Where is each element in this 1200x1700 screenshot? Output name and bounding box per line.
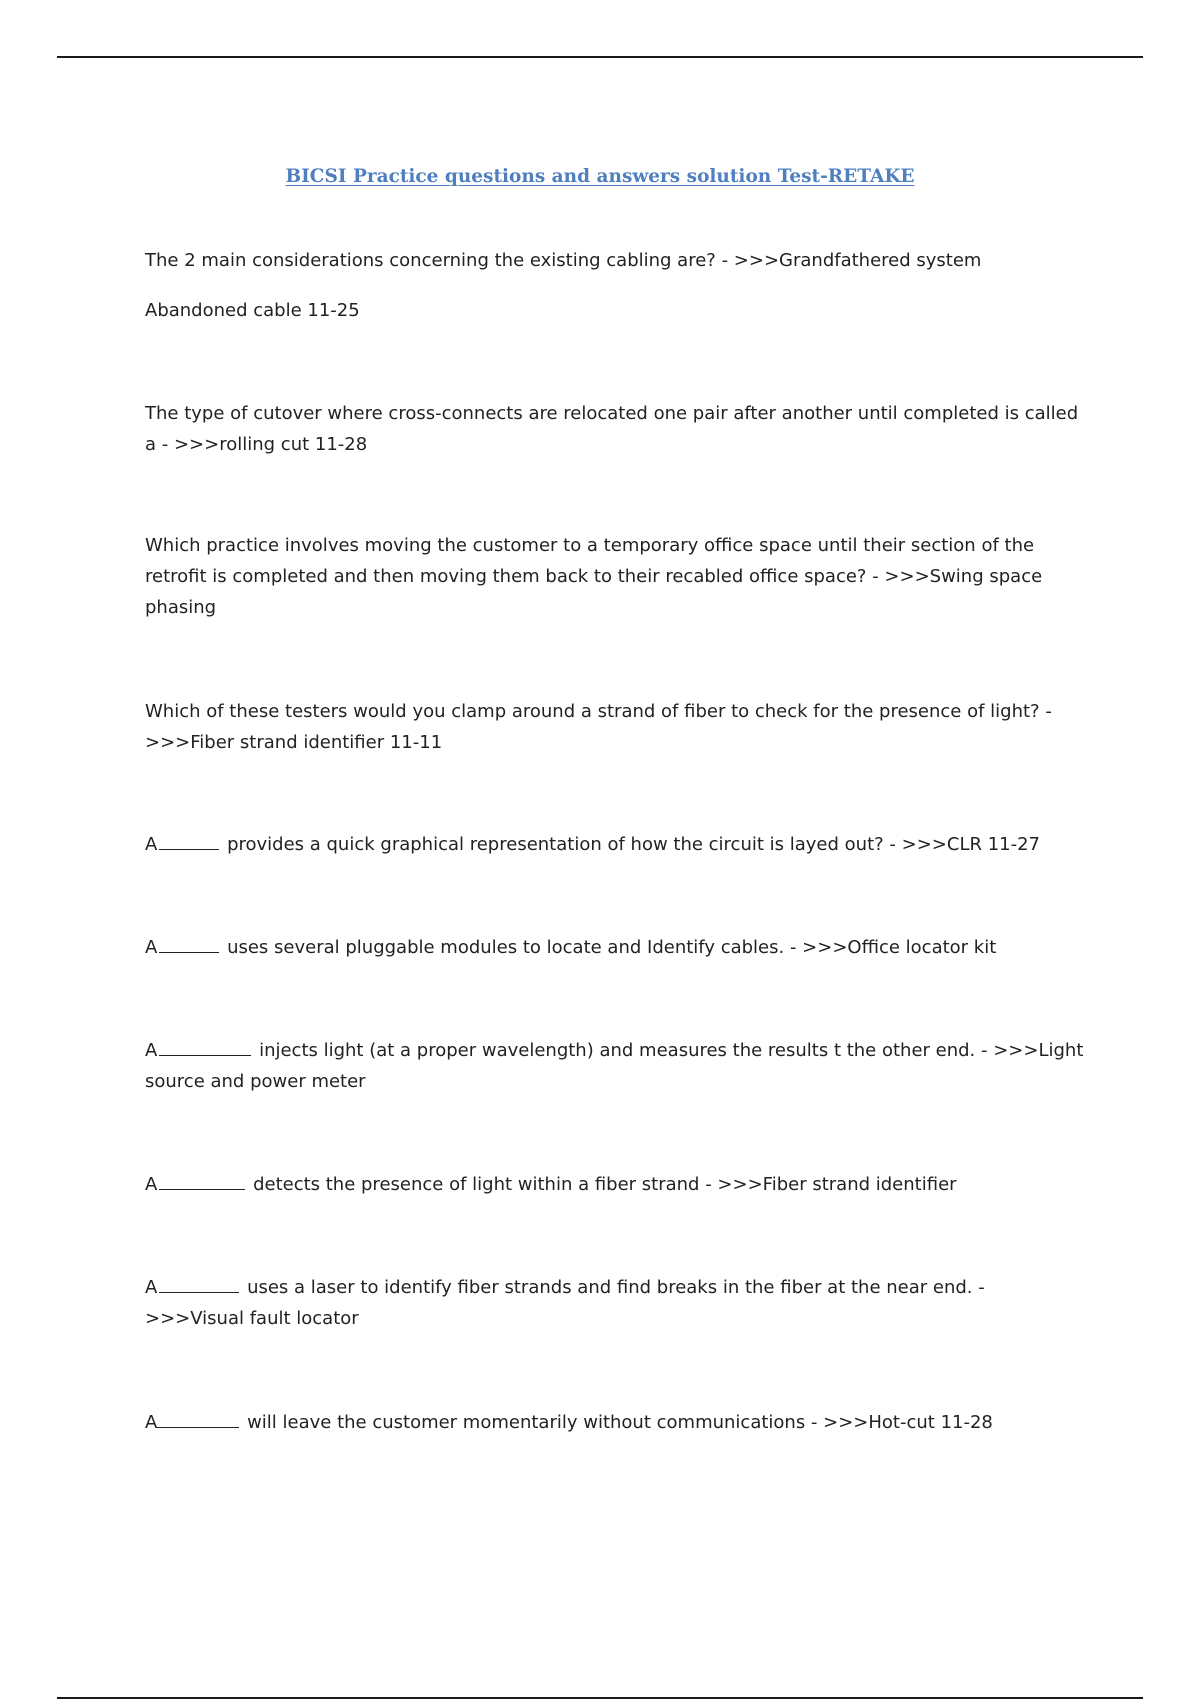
qa-prefix: A: [145, 1040, 158, 1061]
qa-prefix: A: [145, 1174, 158, 1195]
qa-item: Which of these testers would you clamp around a strand of fiber to check for the presence of light? - >>>Fiber strand identifier 11-11: [145, 701, 1052, 753]
qa-rest: detects the presence of light within a fiber strand - >>>Fiber strand identifier: [253, 1174, 957, 1195]
qa-rest: will leave the customer momentarily without communications - >>>Hot-cut 11-28: [247, 1412, 993, 1433]
qa-rest: injects light (at a proper wavelength) and measures the results t the other end. - >>>Light source and power meter: [145, 1040, 1084, 1092]
qa-item: Which practice involves moving the customer to a temporary office space until their section of the retrofit is completed and then moving them back to their recabled office space? - >>>Swing space phasing: [145, 535, 1043, 618]
answer-blank: [159, 1274, 239, 1293]
qa-rest: provides a quick graphical representation of how the circuit is layed out? - >>>CLR 11-27: [227, 834, 1040, 855]
answer-blank: [159, 1171, 245, 1190]
qa-item: Abandoned cable 11-25: [145, 300, 360, 321]
answer-blank: [159, 1037, 251, 1056]
page-title: BICSI Practice questions and answers solution Test-RETAKE: [285, 166, 915, 187]
qa-item: [145, 932, 1085, 963]
bottom-rule: [57, 1697, 1143, 1699]
answer-blank: [157, 1409, 239, 1428]
qa-item: [145, 1169, 1085, 1200]
qa-prefix: A: [145, 1277, 158, 1298]
qa-prefix: A: [145, 834, 158, 855]
qa-rest: uses a laser to identify fiber strands and find breaks in the fiber at the near end. - >>>Visual fault locator: [145, 1277, 985, 1329]
answer-blank: [159, 831, 219, 850]
qa-item: [145, 1035, 1085, 1097]
qa-prefix: A: [145, 937, 158, 958]
qa-prefix: A: [145, 1412, 158, 1433]
answer-blank: [159, 934, 219, 953]
qa-item: [145, 829, 1085, 860]
qa-item: The type of cutover where cross-connects are relocated one pair after another until completed is called a - >>>rolling cut 11-28: [145, 403, 1079, 455]
qa-item: [145, 1272, 1085, 1334]
qa-item: [145, 1407, 1085, 1438]
qa-item: The 2 main considerations concerning the existing cabling are? - >>>Grandfathered system: [145, 250, 982, 271]
qa-rest: uses several pluggable modules to locate and Identify cables. - >>>Office locator kit: [227, 937, 997, 958]
top-rule: [57, 56, 1143, 58]
